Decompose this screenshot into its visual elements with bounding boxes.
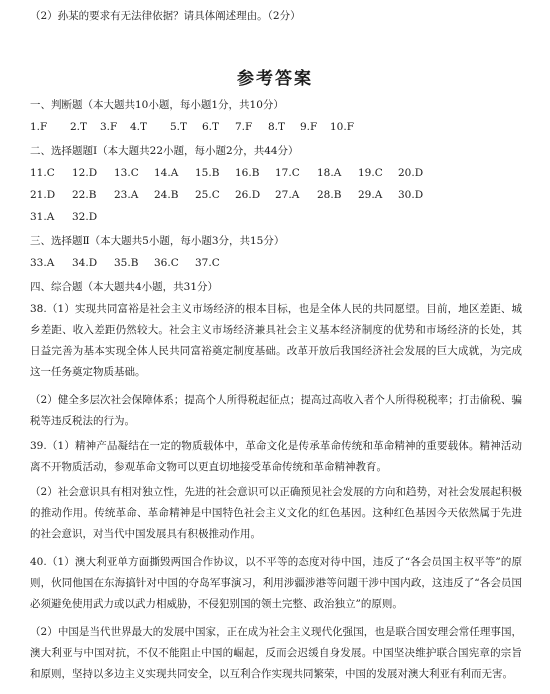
answer-item: 20.D — [398, 167, 424, 179]
q39-part2-answer: （2）社会意识具有相对独立性，先进的社会意识可以正确预见社会发展的方向和趋势，对社会发展起积极的推动作用。传统革命、革命精神是中国特色社会主义文化的红色基因。这种红色基因今天依然属于先进的社会意识，对当代中国发展具有积极推动作用。 — [30, 486, 522, 540]
answer-item: 29.A — [358, 189, 383, 201]
answer-item: 33.A — [30, 257, 55, 269]
q38-part2-answer: （2）健全多层次社会保障体系；提高个人所得税起征点；提高过高收入者个人所得税税率；打击偷税、骗税等违反税法的行为。 — [30, 394, 522, 427]
answer-item: 25.C — [195, 189, 220, 201]
answer-item: 27.A — [275, 189, 300, 201]
answer-item: 34.D — [72, 257, 98, 269]
answer-item: 30.D — [398, 189, 424, 201]
q2-prompt: （2）孙某的要求有无法律依据？请具体阐述理由。（2分） — [30, 10, 301, 22]
answer-item: 19.C — [358, 167, 383, 179]
answer-item: 9.F — [300, 121, 318, 133]
q39-part1-answer: 39.（1）精神产品凝结在一定的物质载体中，革命文化是传承革命传统和革命精神的重要载体。精神活动离不开物质活动，参观革命文物可以更直切地接受革命传统和革命精神教育。 — [30, 440, 522, 473]
answer-item: 17.C — [275, 167, 300, 179]
answer-item: 28.B — [317, 189, 342, 201]
answer-item: 6.T — [202, 121, 220, 133]
answer-item: 31.A — [30, 211, 55, 223]
answer-item: 22.B — [72, 189, 97, 201]
answer-item: 14.A — [154, 167, 179, 179]
answer-item: 13.C — [114, 167, 139, 179]
q40-part1-answer: 40.（1）澳大利亚单方面撕毁两国合作协议，以不平等的态度对待中国，违反了“各会员国主权平等”的原则，伙同他国在东海搞针对中国的夺岛军事演习，利用涉疆涉港等问题干涉中国内政，这违反了“各会员国必须避免使用武力或以武力相威胁，不侵犯别国的领土完整、政治独立”的原则。 — [30, 556, 522, 610]
answer-item: 37.C — [195, 257, 220, 269]
answer-item: 36.C — [154, 257, 179, 269]
q40-part2-answer: （2）中国是当代世界最大的发展中国家，正在成为社会主义现代化强国，也是联合国安理会常任理事国，澳大利亚与中国对抗，不仅不能阻止中国的崛起，反而会迟缓自身发展。中国坚决维护联合国宪章的宗旨和原则，坚持以多边主义实现共同安全，以互利合作实现共同繁荣，中国的发展对澳大利亚有利而无害。 — [30, 626, 522, 680]
answer-item: 18.A — [317, 167, 342, 179]
answer-item: 1.F — [30, 121, 48, 133]
answer-item: 10.F — [330, 121, 354, 133]
answer-item: 32.D — [72, 211, 98, 223]
answer-item: 26.D — [235, 189, 261, 201]
answer-item: 12.D — [72, 167, 98, 179]
answer-item: 24.B — [154, 189, 179, 201]
answer-item: 16.B — [235, 167, 260, 179]
answer-item: 11.C — [30, 167, 55, 179]
answer-item: 23.A — [114, 189, 139, 201]
answer-item: 21.D — [30, 189, 56, 201]
answer-item: 2.T — [70, 121, 88, 133]
section2-heading: 二、选择题题Ⅰ（本大题共22小题，每小题2分，共44分） — [30, 145, 299, 157]
q38-part1-answer: 38.（1）实现共同富裕是社会主义市场经济的根本目标，也是全体人民的共同愿望。目前，地区差距、城乡差距、收入差距仍然较大。社会主义市场经济兼具社会主义基本经济制度的优势和市场经济的长处，其日益完善为基本实现全体人民共同富裕奠定制度基础。改革开放后我国经济社会发展的巨大成就，为完成这一任务奠定物质基础。 — [30, 303, 522, 378]
section1-heading: 一、判断题（本大题共10小题，每小题1分，共10分） — [30, 99, 284, 111]
section4-heading: 四、综合题（本大题共4小题，共31分） — [30, 281, 219, 293]
answer-item: 35.B — [114, 257, 139, 269]
section3-heading: 三、选择题Ⅱ（本大题共5小题，每小题3分，共15分） — [30, 235, 285, 247]
answer-item: 7.F — [235, 121, 253, 133]
answer-item: 3.F — [100, 121, 118, 133]
answer-item: 8.T — [268, 121, 286, 133]
answer-item: 15.B — [195, 167, 220, 179]
answer-item: 5.T — [170, 121, 188, 133]
page-title: 参考答案 — [237, 69, 313, 89]
answer-item: 4.T — [130, 121, 148, 133]
